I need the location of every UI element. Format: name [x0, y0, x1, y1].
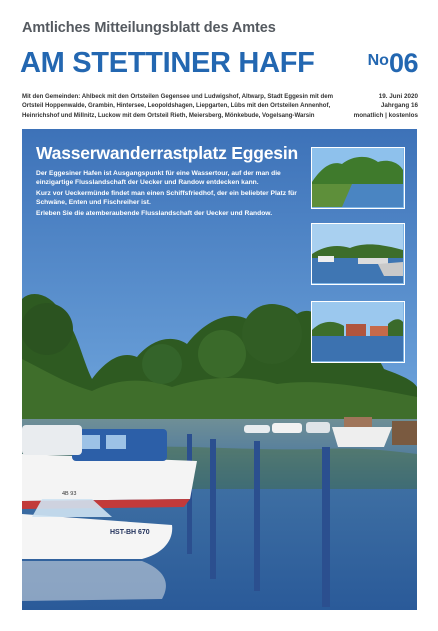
- issue-frequency: monatlich | kostenlos: [353, 111, 418, 119]
- boat-reflection: [22, 561, 166, 601]
- boat-registration-secondary: 4B 93: [62, 491, 77, 497]
- thumbnail-houses-waterfront: [311, 301, 405, 363]
- issue-prefix: No: [367, 52, 389, 69]
- cover-lead: [36, 169, 306, 219]
- lead-paragraph-3: Erleben Sie die atemberaubende Flusslandschaft der Uecker und Randow.: [36, 209, 273, 217]
- thumbnail-marina: [311, 223, 405, 285]
- publication-supertitle: Amtliches Mitteilungsblatt des Amtes: [22, 20, 276, 36]
- cover-photo: [22, 129, 417, 610]
- lead-paragraph-1: Der Eggesiner Hafen ist Ausgangspunkt für eine Wassertour, auf der man die einzigartige Flusslandschaft der Uecker und Randow entdecken kann.: [36, 170, 281, 187]
- issue-date: 19. Juni 2020: [378, 93, 418, 100]
- masthead-title: AM STETTINER HAFF: [20, 47, 315, 79]
- thumbnail-river-bank: [311, 147, 405, 209]
- member-communities: Mit den Gemeinden: Ahlbeck mit den Ortsteilen Gegensee und Ludwigshof, Altwarp, Stadt Eggesin mit dem Ortsteil Hoppenwalde, Grambin, Hintersee, Leopoldshagen, Liepgarten, Lübs mit den Ortsteilen Annenhof, Heinrichshof und Millnitz, Luckow mit dem Ortsteil Rieth, Meiersberg, Mönkebude, Vogelsang-Warsin: [22, 93, 334, 119]
- issue-number: [368, 48, 418, 82]
- cover-headline: Wasserwanderrastplatz Eggesin: [36, 143, 298, 163]
- lead-paragraph-2: Kurz vor Ueckermünde findet man einen Schiffsfriedhof, der ein beliebter Platz für Schwäne, Enten und Fischreiher ist.: [36, 189, 297, 207]
- issue-digits: 06: [388, 48, 418, 78]
- boat-registration: HST-BH 670: [110, 529, 150, 536]
- issue-meta: [338, 92, 418, 120]
- issue-volume: Jahrgang 16: [380, 102, 418, 110]
